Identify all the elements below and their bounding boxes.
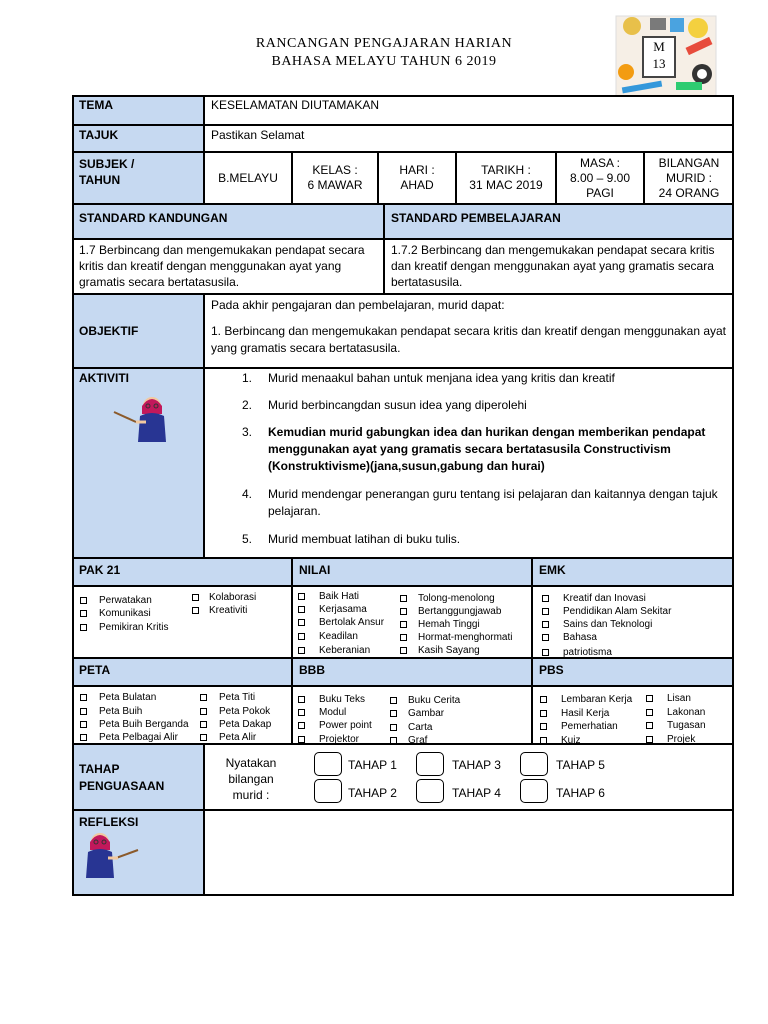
nilai-option[interactable] [298, 616, 384, 629]
aktiviti-text: Murid mendengar penerangan guru tentang isi pelajaran dan kaitannya dengan tajuk pelajaran. [268, 487, 718, 518]
emk-option-label: Pendidikan Alam Sekitar [563, 606, 672, 617]
peta-option[interactable] [80, 705, 142, 718]
tahap-2-input[interactable] [314, 779, 342, 803]
emk-option-label: Sains dan Teknologi [563, 619, 653, 630]
aktiviti-num: 1. [242, 371, 253, 385]
bbb-option-label: Buku Cerita [408, 695, 461, 706]
subjek-label [72, 152, 204, 204]
bbb-option[interactable] [390, 721, 432, 734]
kelas-cell [292, 152, 378, 204]
checkbox-icon[interactable] [540, 737, 547, 744]
pak21-option-label: Pemikiran Kritis [99, 622, 169, 633]
hari-label: HARI : [399, 163, 435, 177]
pak21-option-label: Perwatakan [99, 595, 152, 606]
tahap-3-input[interactable] [416, 752, 444, 776]
checkbox-icon[interactable] [542, 634, 549, 641]
masa-cell [556, 152, 644, 204]
objektif-intro: Pada akhir pengajaran dan pembelajaran, murid dapat: [211, 298, 505, 312]
tema-value: KESELAMATAN DIUTAMAKAN [204, 95, 734, 125]
doc-title-line2: BAHASA MELAYU TAHUN 6 2019 [271, 54, 497, 69]
checkbox-icon[interactable] [390, 697, 397, 704]
aktiviti-num: 4. [242, 487, 253, 501]
aktiviti-text: Kemudian murid gabungkan idea dan hurikan dengan memberikan pendapat menggunakan ayat yang gramatis secara bertatasusila Constructivism (Konstruktivisme)(jana,susun,gabung dan hurai) [268, 425, 706, 473]
school-supplies-icon [612, 12, 720, 100]
masa-value2: PAGI [586, 185, 614, 200]
pbs-option[interactable] [540, 693, 632, 706]
tahap-5-input[interactable] [520, 752, 548, 776]
bilangan-cell [644, 152, 734, 204]
checkbox-icon[interactable] [390, 737, 397, 744]
checkbox-icon[interactable] [298, 593, 305, 600]
emk-option[interactable] [542, 618, 652, 631]
pak21-label: PAK 21 [72, 558, 292, 586]
pbs-option-label: Pemerhatian [561, 721, 618, 732]
tahap-label-line1: TAHAP [79, 762, 120, 776]
bbb-option[interactable] [390, 694, 460, 707]
bbb-option-label: Gambar [408, 708, 445, 719]
pak21-option[interactable] [192, 591, 256, 604]
bbb-option[interactable] [298, 706, 346, 719]
bbb-option-label: Graf [408, 735, 428, 746]
checkbox-icon[interactable] [80, 624, 87, 631]
pbs-option-label: Tugasan [667, 720, 706, 731]
masa-label: MASA : [579, 155, 620, 170]
objektif-item: 1. Berbincang dan mengemukakan pendapat secara kritis dan kreatif dengan menggunakan ayat yang gramatis secara bertatasusila. [211, 324, 727, 355]
nilai-option-label: Keberanian [319, 645, 371, 656]
bbb-option-label: Projektor [319, 734, 360, 745]
pak21-option-label: Komunikasi [99, 608, 151, 619]
checkbox-icon[interactable] [80, 721, 87, 728]
checkbox-icon[interactable] [540, 710, 547, 717]
peta-option[interactable] [200, 705, 270, 718]
kelas-value: 6 MAWAR [307, 178, 363, 192]
peta-option[interactable] [200, 718, 271, 731]
nilai-option[interactable] [400, 644, 480, 657]
standard-kandungan-text: 1.7 Berbincang dan mengemukakan pendapat secara kritis dan kreatif dengan menggunakan ayat yang gramatis secara bertatasusila. [72, 239, 384, 294]
pbs-option[interactable] [646, 706, 705, 719]
objektif-content [204, 294, 734, 368]
checkbox-icon[interactable] [390, 710, 397, 717]
checkbox-icon[interactable] [542, 621, 549, 628]
tahap-4-input[interactable] [416, 779, 444, 803]
pbs-option-label: Projek [667, 734, 696, 745]
pbs-option-label: Lakonan [667, 707, 706, 718]
peta-option-label: Peta Titi [219, 692, 256, 703]
peta-option[interactable] [80, 691, 156, 704]
nilai-option-label: Hemah Tinggi [418, 619, 480, 630]
nilai-option[interactable] [298, 603, 367, 616]
nilai-option[interactable] [400, 592, 495, 605]
nilai-option[interactable] [298, 644, 370, 657]
checkbox-icon[interactable] [542, 649, 549, 656]
nilai-option[interactable] [298, 590, 359, 603]
pak21-option[interactable] [80, 594, 152, 607]
nilai-option-label: Kasih Sayang [418, 645, 480, 656]
aktiviti-num: 5. [242, 532, 253, 546]
tahap-prompt-line3: murid : [232, 788, 270, 802]
pbs-option-label: Hasil Kerja [561, 708, 610, 719]
tajuk-label: TAJUK [72, 125, 204, 152]
checkbox-icon[interactable] [390, 724, 397, 731]
checkbox-icon[interactable] [80, 610, 87, 617]
bilangan-label1: BILANGAN [658, 155, 720, 170]
checkbox-icon[interactable] [80, 734, 87, 741]
pbs-label: PBS [532, 658, 734, 686]
bbb-option-label: Modul [319, 707, 347, 718]
tahap-prompt-line2: bilangan [228, 772, 274, 786]
tajuk-value: Pastikan Selamat [204, 125, 734, 152]
emk-option-label: Bahasa [563, 632, 597, 643]
checkbox-icon[interactable] [298, 619, 305, 626]
emk-label: EMK [532, 558, 734, 586]
pbs-option[interactable] [540, 720, 618, 733]
aktiviti-text: Murid berbincangdan susun idea yang diperolehi [268, 398, 527, 412]
checkbox-icon[interactable] [200, 734, 207, 741]
nilai-option[interactable] [298, 630, 358, 643]
pak21-option-label: Kreativiti [209, 605, 248, 616]
pbs-option[interactable] [646, 692, 691, 705]
refleksi-input[interactable] [204, 810, 734, 896]
nilai-option-label: Hormat-menghormati [418, 632, 513, 643]
checkbox-icon[interactable] [646, 736, 653, 743]
nilai-option-label: Bertolak Ansur [319, 617, 385, 628]
emk-option-label: patriotisma [563, 647, 612, 658]
nilai-option-label: Keadilan [319, 631, 358, 642]
peta-option-label: Peta Dakap [219, 719, 272, 730]
badge-line2: 13 [652, 56, 666, 71]
badge-box [642, 36, 676, 78]
badge-line1: M [653, 39, 665, 54]
emk-option[interactable] [542, 605, 671, 618]
checkbox-icon[interactable] [298, 696, 305, 703]
tahap-label-line2: PENGUASAAN [79, 779, 165, 793]
checkbox-icon[interactable] [646, 709, 653, 716]
checkbox-icon[interactable] [200, 708, 207, 715]
checkbox-icon[interactable] [400, 621, 407, 628]
tahap-3-label: TAHAP 3 [452, 758, 501, 772]
tahap-prompt-line1: Nyatakan [225, 756, 277, 770]
peta-option-label: Peta Pelbagai Alir [99, 732, 178, 743]
subjek-label-line1: SUBJEK / [79, 157, 135, 171]
pbs-option[interactable] [540, 707, 609, 720]
masa-value: 8.00 – 9.00 [569, 170, 631, 185]
nilai-option-label: Kerjasama [319, 604, 367, 615]
checkbox-icon[interactable] [200, 694, 207, 701]
tarikh-label: TARIKH : [481, 163, 531, 177]
subjek-label-line2: TAHUN [79, 173, 121, 187]
refleksi-label: REFLEKSI [79, 815, 139, 829]
hari-value: AHAD [400, 178, 434, 192]
hari-cell [378, 152, 456, 204]
checkbox-icon[interactable] [80, 708, 87, 715]
pak21-option[interactable] [80, 621, 168, 634]
tahap-1-label: TAHAP 1 [348, 758, 397, 772]
checkbox-icon[interactable] [646, 695, 653, 702]
pbs-option-label: Lisan [667, 693, 691, 704]
bbb-option[interactable] [390, 707, 444, 720]
teacher-icon [108, 392, 174, 453]
checkbox-icon[interactable] [400, 595, 407, 602]
checkbox-icon[interactable] [80, 597, 87, 604]
peta-option-label: Peta Buih [99, 706, 143, 717]
checkbox-icon[interactable] [400, 634, 407, 641]
tahap-4-label: TAHAP 4 [452, 786, 501, 800]
tahap-2-label: TAHAP 2 [348, 786, 397, 800]
checkbox-icon[interactable] [400, 608, 407, 615]
objektif-label: OBJEKTIF [72, 294, 204, 368]
bbb-option-label: Power point [319, 720, 372, 731]
checkbox-icon[interactable] [542, 595, 549, 602]
tarikh-cell [456, 152, 556, 204]
bbb-label: BBB [292, 658, 532, 686]
peta-option[interactable] [80, 718, 189, 731]
checkbox-icon[interactable] [200, 721, 207, 728]
tahap-prompt [216, 755, 286, 803]
subjek-value: B.MELAYU [204, 152, 292, 204]
checkbox-icon[interactable] [298, 722, 305, 729]
tahap-6-label: TAHAP 6 [556, 786, 605, 800]
checkbox-icon[interactable] [542, 608, 549, 615]
peta-option-label: Peta Alir [219, 732, 257, 743]
nilai-option-label: Bertanggungjawab [418, 606, 502, 617]
tahap-label [72, 744, 204, 810]
bilangan-value: 24 ORANG [658, 185, 720, 200]
pbs-option[interactable] [646, 719, 706, 732]
kelas-label: KELAS : [312, 163, 358, 177]
pak21-option[interactable] [192, 604, 247, 617]
checkbox-icon[interactable] [298, 709, 305, 716]
checkbox-icon[interactable] [192, 607, 199, 614]
peta-label: PETA [72, 658, 292, 686]
aktiviti-text: Murid menaakul bahan untuk menjana idea yang kritis dan kreatif [268, 371, 615, 385]
bbb-option[interactable] [298, 693, 365, 706]
peta-option-label: Peta Bulatan [99, 692, 157, 703]
pbs-option-label: Lembaran Kerja [561, 694, 633, 705]
aktiviti-num: 3. [242, 425, 253, 439]
aktiviti-text: Murid membuat latihan di buku tulis. [268, 532, 461, 546]
bbb-option-label: Buku Teks [319, 694, 365, 705]
standard-kandungan-label: STANDARD KANDUNGAN [72, 204, 384, 239]
checkbox-icon[interactable] [80, 694, 87, 701]
bbb-option[interactable] [298, 719, 372, 732]
peta-option[interactable] [200, 731, 256, 744]
checkbox-icon[interactable] [298, 633, 305, 640]
nilai-option[interactable] [400, 618, 480, 631]
emk-option[interactable] [542, 631, 597, 644]
pak21-option-label: Kolaborasi [209, 592, 257, 603]
checkbox-icon[interactable] [298, 736, 305, 743]
standard-pembelajaran-label: STANDARD PEMBELAJARAN [384, 204, 734, 239]
tarikh-value: 31 MAC 2019 [469, 178, 543, 192]
nilai-label: NILAI [292, 558, 532, 586]
pbs-option-label: Kuiz [561, 735, 581, 746]
tahap-5-label: TAHAP 5 [556, 758, 605, 772]
aktiviti-label: AKTIVITI [79, 371, 129, 385]
aktiviti-num: 2. [242, 398, 253, 412]
nilai-option[interactable] [400, 631, 512, 644]
checkbox-icon[interactable] [540, 723, 547, 730]
emk-option-label: Kreatif dan Inovasi [563, 593, 646, 604]
peta-option-label: Peta Pokok [219, 706, 271, 717]
tahap-6-input[interactable] [520, 779, 548, 803]
tema-label: TEMA [72, 95, 204, 125]
bbb-option-label: Carta [408, 722, 433, 733]
emk-option[interactable] [542, 592, 646, 605]
peta-option[interactable] [80, 731, 178, 744]
teacher-icon [78, 828, 144, 889]
checkbox-icon[interactable] [540, 696, 547, 703]
checkbox-icon[interactable] [400, 647, 407, 654]
peta-option-label: Peta Buih Berganda [99, 719, 189, 730]
standard-pembelajaran-text: 1.7.2 Berbincang dan mengemukakan pendapat secara kritis dan kreatif dengan menggunakan ayat yang gramatis secara bertatasusila. [384, 239, 734, 294]
nilai-option[interactable] [400, 605, 501, 618]
nilai-option-label: Tolong-menolong [418, 593, 495, 604]
nilai-option-label: Baik Hati [319, 591, 360, 602]
pak21-option[interactable] [80, 607, 151, 620]
bilangan-label2: MURID : [666, 170, 712, 185]
checkbox-icon[interactable] [192, 594, 199, 601]
checkbox-icon[interactable] [298, 606, 305, 613]
checkbox-icon[interactable] [646, 722, 653, 729]
doc-title-line1: RANCANGAN PENGAJARAN HARIAN [255, 36, 513, 51]
tahap-1-input[interactable] [314, 752, 342, 776]
checkbox-icon[interactable] [298, 647, 305, 654]
peta-option[interactable] [200, 691, 255, 704]
